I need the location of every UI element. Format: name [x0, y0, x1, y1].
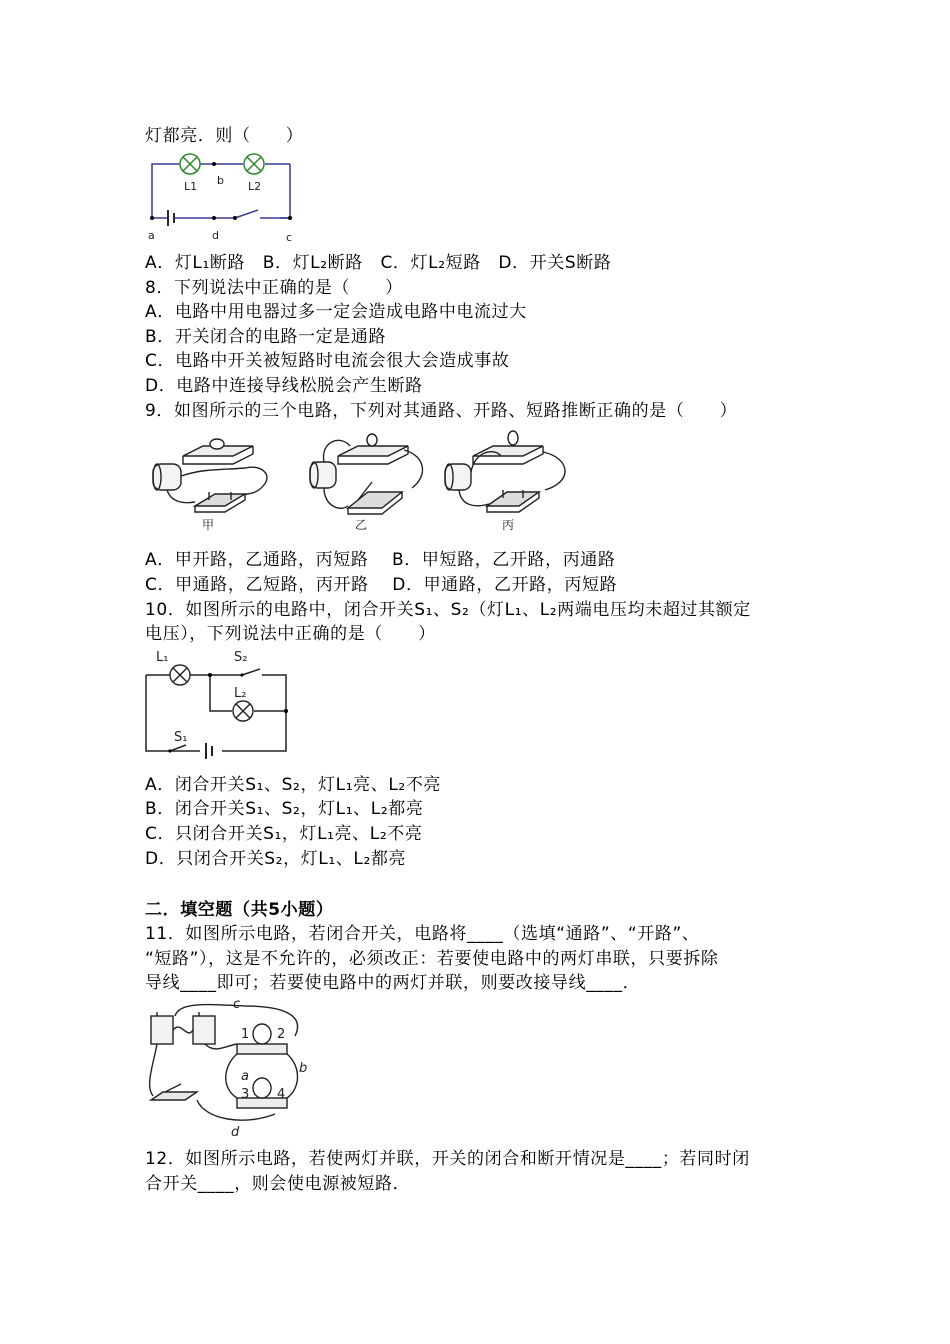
q7-stem-tail: 灯都亮．则（ ） [145, 126, 304, 146]
q10-option-a: A．闭合开关S₁、S₂，灯L₁亮、L₂不亮 [145, 775, 442, 795]
q11-line3: 导线____即可；若要使电路中的两灯并联，则要改接导线____． [145, 973, 641, 993]
figure-label-jia: 甲 [202, 518, 215, 532]
lamp-icon [233, 701, 253, 721]
svg-text:S₂: S₂ [234, 650, 248, 665]
lamp-icon [244, 154, 264, 174]
q9-circuits-figure [145, 426, 585, 534]
circuit-jia [153, 439, 267, 512]
svg-text:d: d [212, 229, 219, 242]
svg-text:a: a [241, 1069, 249, 1084]
q11-line2: “短路”），这是不允许的，必须改正：若要使电路中的两灯串联，只要拆除 [145, 949, 719, 969]
svg-text:b: b [217, 174, 224, 187]
q10-stem-line2: 电压），下列说法中正确的是（ ） [145, 624, 436, 644]
lamp-icon [180, 154, 200, 174]
circuit-yi [310, 434, 422, 514]
figure-label-yi: 乙 [355, 518, 368, 532]
figure-label-bing: 丙 [502, 518, 515, 532]
q12-line2: 合开关____，则会使电源被短路． [145, 1174, 411, 1194]
svg-text:c: c [286, 231, 293, 244]
svg-text:b: b [299, 1061, 308, 1076]
svg-text:4: 4 [277, 1087, 286, 1102]
q9-options-cd: C．甲通路，乙短路，丙开路 D．甲通路，乙开路，丙短路 [145, 575, 618, 595]
q9-stem: 9．如图所示的三个电路，下列对其通路、开路、短路推断正确的是（ ） [145, 401, 738, 421]
q10-circuit-figure [140, 645, 300, 763]
circuit-bing [445, 431, 565, 512]
q8-option-d: D．电路中连接导线松脱会产生断路 [145, 376, 423, 396]
svg-text:3: 3 [241, 1087, 250, 1102]
q10-option-b: B．闭合开关S₁、S₂，灯L₁、L₂都亮 [145, 799, 424, 819]
q8-option-a: A．电路中用电器过多一定会造成电路中电流过大 [145, 302, 527, 322]
svg-text:d: d [231, 1125, 240, 1136]
svg-text:L1: L1 [184, 180, 198, 193]
svg-text:S₁: S₁ [174, 730, 188, 745]
svg-text:1: 1 [241, 1027, 250, 1042]
q8-option-c: C．电路中开关被短路时电流会很大会造成事故 [145, 351, 510, 371]
q7-options: A．灯L₁断路 B．灯L₂断路 C．灯L₂短路 D．开关S断路 [145, 253, 612, 273]
q7-circuit-figure [140, 150, 300, 250]
q11-circuit-figure [145, 996, 315, 1136]
svg-text:c: c [233, 997, 241, 1012]
q11-line1: 11．如图所示电路，若闭合开关，电路将____（选填“通路”、“开路”、 [145, 924, 700, 944]
svg-text:L₂: L₂ [234, 686, 247, 701]
q10-option-c: C．只闭合开关S₁，灯L₁亮、L₂不亮 [145, 824, 423, 844]
svg-text:L₁: L₁ [156, 650, 169, 665]
q12-line1: 12．如图所示电路，若使两灯并联，开关的闭合和断开情况是____；若同时闭 [145, 1149, 750, 1169]
lamp-icon [170, 665, 190, 685]
svg-text:L2: L2 [248, 180, 262, 193]
q9-options-ab: A．甲开路，乙通路，丙短路 B．甲短路，乙开路，丙通路 [145, 550, 616, 570]
q8-option-b: B．开关闭合的电路一定是通路 [145, 327, 387, 347]
q8-stem: 8．下列说法中正确的是（ ） [145, 278, 403, 298]
svg-text:a: a [148, 229, 155, 242]
svg-text:2: 2 [277, 1027, 286, 1042]
section-heading: 二．填空题（共5小题） [145, 900, 334, 920]
q10-option-d: D．只闭合开关S₂，灯L₁、L₂都亮 [145, 849, 407, 869]
q10-stem-line1: 10．如图所示的电路中，闭合开关S₁、S₂（灯L₁、L₂两端电压均未超过其额定 [145, 600, 751, 620]
